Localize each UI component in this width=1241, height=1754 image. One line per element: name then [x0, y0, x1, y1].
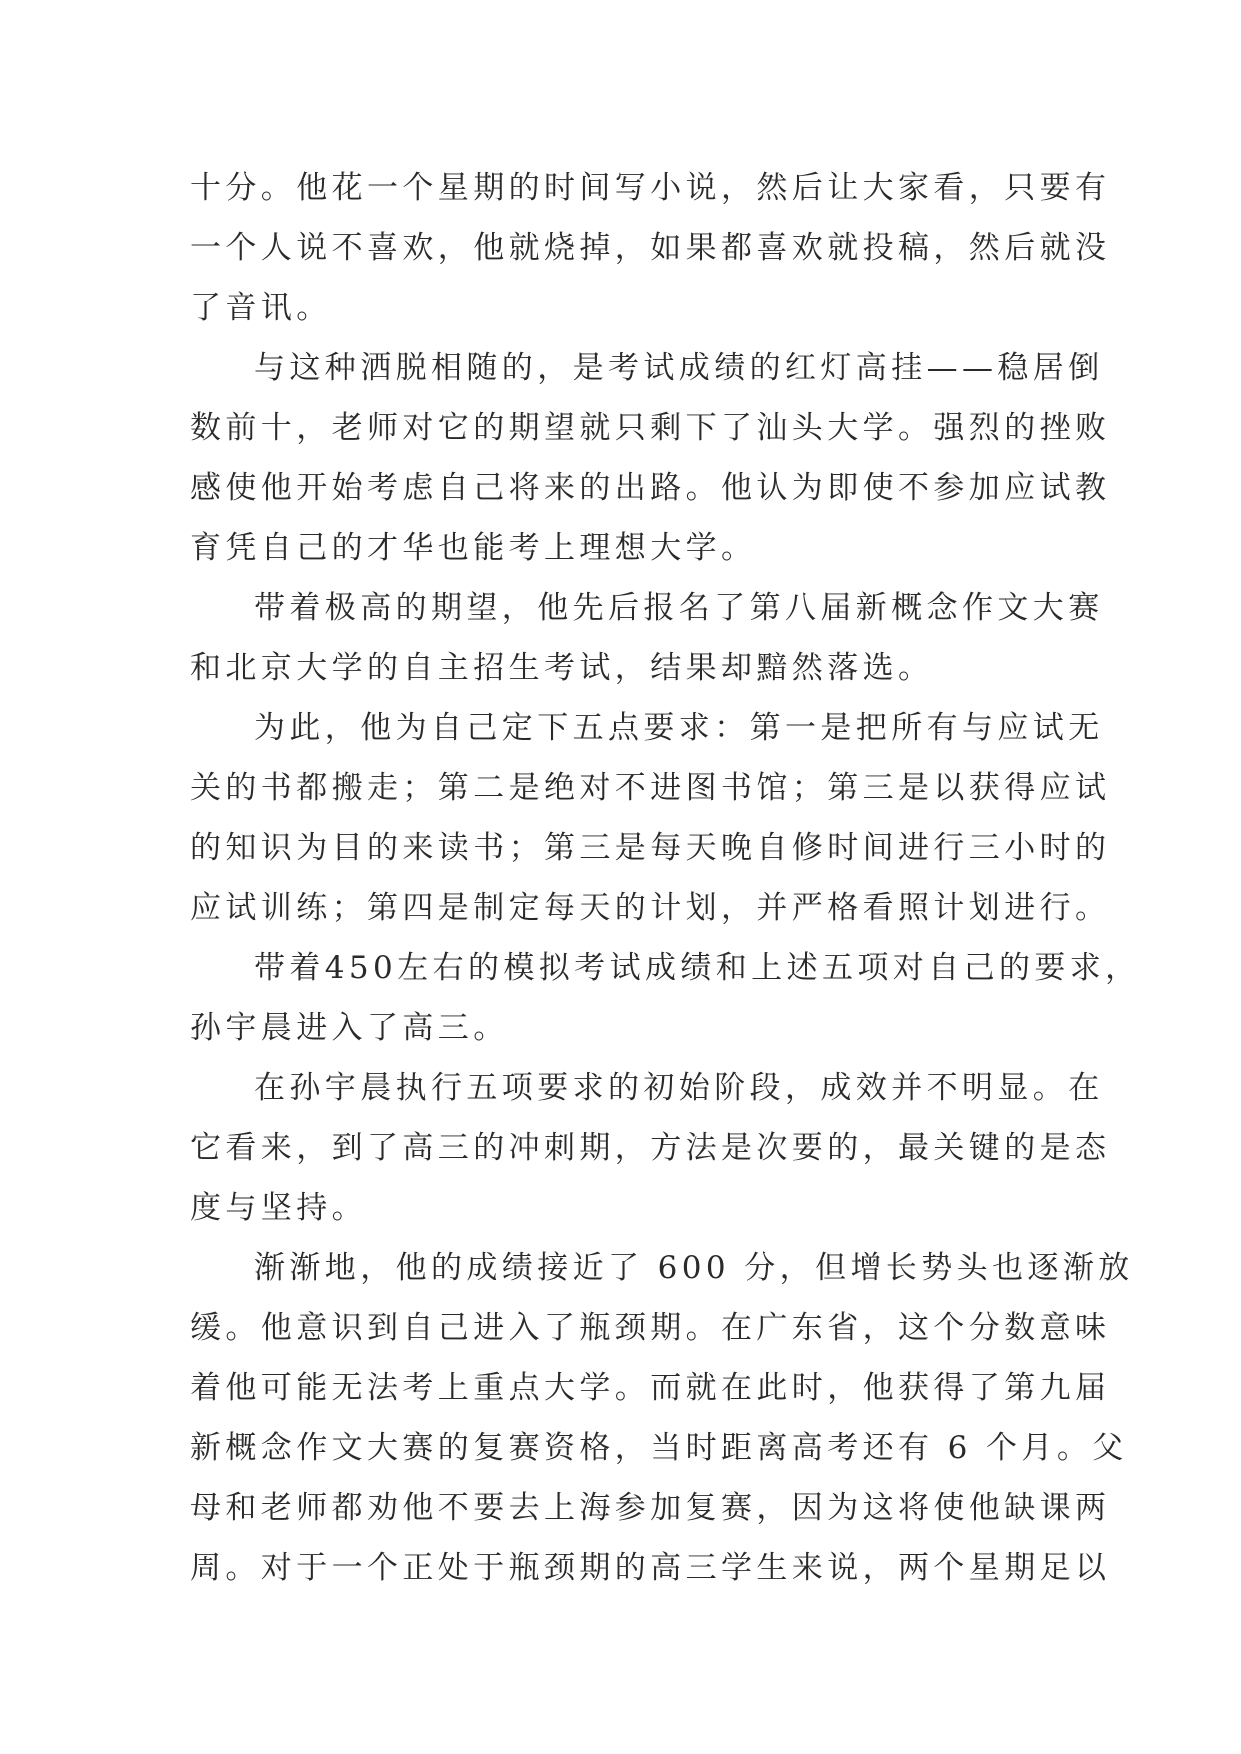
text-line: 在孙宇晨执行五项要求的初始阶段，成效并不明显。在: [254, 1070, 1104, 1106]
paragraph: [190, 1238, 1134, 1598]
text-line: 带着极高的期望，他先后报名了第八届新概念作文大赛: [254, 590, 1104, 626]
text-line: 周。对于一个正处于瓶颈期的高三学生来说，两个星期足以: [190, 1550, 1111, 1586]
paragraph: [190, 158, 1111, 338]
text-line: 数前十，老师对它的期望就只剩下了汕头大学。强烈的挫败: [190, 410, 1111, 446]
text-line: 它看来，到了高三的冲刺期，方法是次要的，最关键的是态: [190, 1130, 1111, 1166]
text-line: 度与坚持。: [190, 1190, 367, 1226]
paragraph: [190, 1058, 1111, 1238]
text-line: 和北京大学的自主招生考试，结果却黯然落选。: [190, 650, 934, 686]
text-line: 的知识为目的来读书；第三是每天晚自修时间进行三小时的: [190, 830, 1111, 866]
text-line: 十分。他花一个星期的时间写小说，然后让大家看，只要有: [190, 170, 1111, 206]
text-line: 为此，他为自己定下五点要求：第一是把所有与应试无: [254, 710, 1104, 746]
text-line: 了音讯。: [190, 290, 332, 326]
text-line: 孙宇晨进入了高三。: [190, 1010, 509, 1046]
text-line: 育凭自己的才华也能考上理想大学。: [190, 530, 757, 566]
text-line: 着他可能无法考上重点大学。而就在此时，他获得了第九届: [190, 1370, 1111, 1406]
paragraph: [190, 338, 1111, 578]
text-line: 关的书都搬走；第二是绝对不进图书馆；第三是以获得应试: [190, 770, 1111, 806]
text-line: 一个人说不喜欢，他就烧掉，如果都喜欢就投稿，然后就没: [190, 230, 1111, 266]
text-line: 应试训练；第四是制定每天的计划，并严格看照计划进行。: [190, 890, 1111, 926]
paragraph: [190, 938, 1141, 1058]
text-line: 母和老师都劝他不要去上海参加复赛，因为这将使他缺课两: [190, 1490, 1111, 1526]
paragraph: [190, 578, 1104, 698]
text-line: 缓。他意识到自己进入了瓶颈期。在广东省，这个分数意味: [190, 1310, 1111, 1346]
text-line: 带着450左右的模拟考试成绩和上述五项对自己的要求，: [254, 950, 1141, 986]
text-line: 新概念作文大赛的复赛资格，当时距离高考还有 6 个月。父: [190, 1430, 1128, 1466]
text-line: 与这种洒脱相随的，是考试成绩的红灯高挂——稳居倒: [254, 350, 1104, 386]
paragraph: [190, 698, 1111, 938]
body-text: [190, 158, 1141, 1598]
text-line: 感使他开始考虑自己将来的出路。他认为即使不参加应试教: [190, 470, 1111, 506]
text-line: 渐渐地，他的成绩接近了 600 分，但增长势头也逐渐放: [254, 1250, 1134, 1286]
